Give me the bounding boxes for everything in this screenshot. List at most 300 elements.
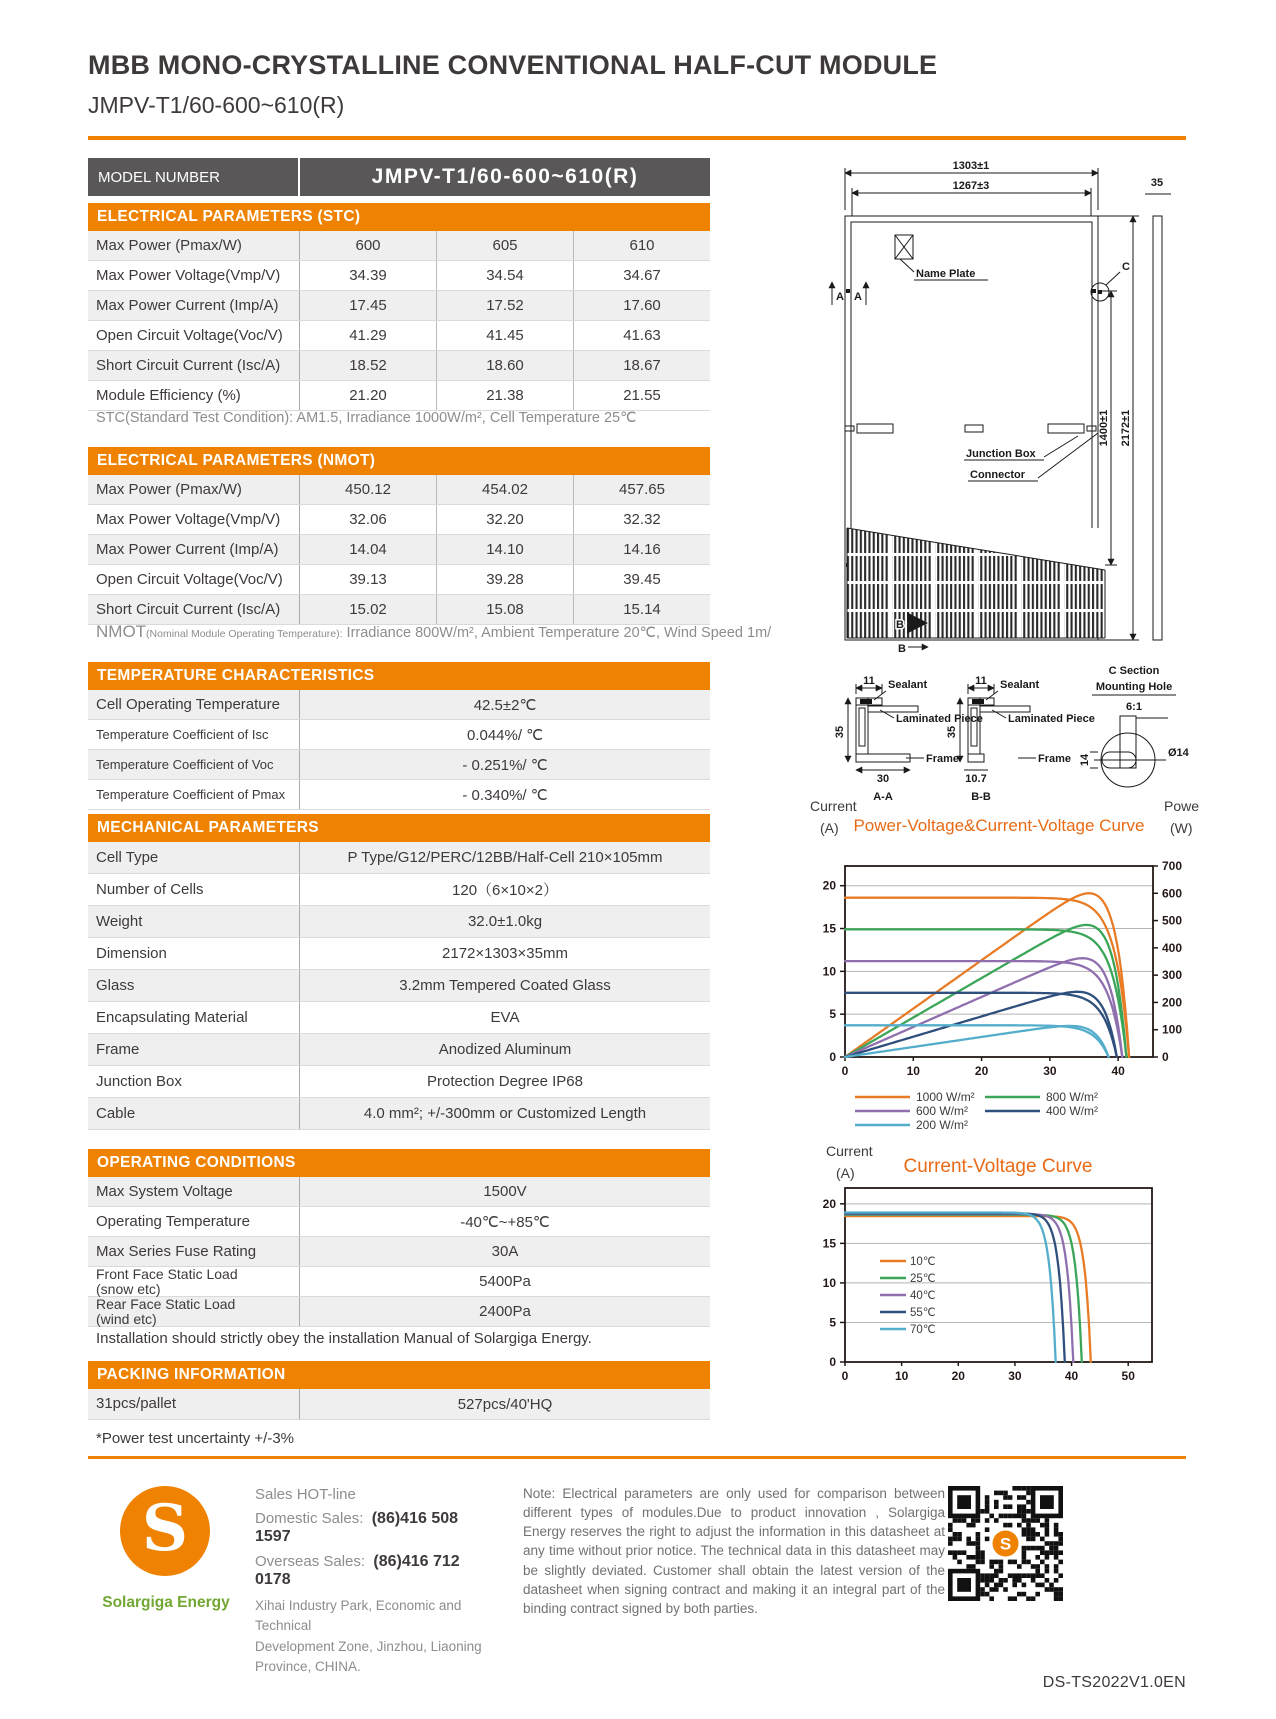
chart-element	[1031, 1596, 1036, 1601]
chart-element	[989, 1564, 994, 1569]
chart-element	[1012, 1578, 1017, 1583]
chart-element	[1017, 1509, 1022, 1514]
chart-element	[1049, 1541, 1054, 1546]
page-title: MBB MONO-CRYSTALLINE CONVENTIONAL HALF-CUT MODULE	[88, 50, 938, 80]
chart-element	[957, 1550, 962, 1555]
row-label: 31pcs/pallet	[88, 1389, 300, 1419]
address-line: Development Zone, Jinzhou, Liaoning	[255, 1638, 482, 1654]
table-row	[88, 1237, 710, 1267]
row-value: 4.0 mm²; +/-300mm or Customized Length	[363, 1105, 647, 1122]
module-side-profile	[1153, 216, 1162, 640]
chart-element	[1022, 1560, 1027, 1565]
table-row	[88, 1389, 710, 1420]
chart-element	[966, 1555, 971, 1560]
table-row	[88, 565, 710, 595]
chart-element	[1008, 1504, 1013, 1509]
axis-tick-label: 700	[1162, 859, 1183, 873]
chart-element	[1045, 1578, 1050, 1583]
chart-element	[985, 1578, 990, 1583]
row-value: 21.55	[623, 387, 661, 404]
chart-element	[966, 1523, 971, 1528]
svg-text:30: 30	[876, 773, 890, 785]
chart-element	[994, 1500, 999, 1505]
row-value: 18.67	[623, 357, 661, 374]
chart-element	[1054, 1541, 1059, 1546]
chart-element	[957, 1518, 962, 1523]
table-row	[88, 750, 710, 780]
qr-logo-letter: S	[999, 1534, 1012, 1554]
chart1-right-axis-title: Power	[1164, 798, 1200, 814]
iv-curve	[845, 1215, 1082, 1362]
chart-element	[1022, 1518, 1027, 1523]
section-packing	[88, 1361, 710, 1420]
row-value: 18.60	[437, 351, 574, 380]
axis-tick-label: 600	[1162, 886, 1183, 901]
chart-element	[1022, 1573, 1027, 1578]
svg-text:Sealant: Sealant	[888, 679, 928, 691]
chart-element	[1031, 1578, 1036, 1583]
chart-element	[994, 1587, 999, 1592]
chart-element	[1026, 1546, 1031, 1551]
chart-element	[985, 1527, 990, 1532]
chart-element	[948, 1550, 953, 1555]
chart-element	[1058, 1560, 1063, 1565]
row-value: - 0.251%/ ℃	[462, 756, 548, 774]
chart-element	[1045, 1587, 1050, 1592]
chart-element	[999, 1491, 1004, 1496]
table-row	[88, 381, 710, 411]
row-label: Cable	[88, 1098, 300, 1129]
installation-note: Installation should strictly obey the installation Manual of Solargiga Energy.	[96, 1330, 592, 1347]
row-value: 600	[300, 231, 437, 260]
chart-element	[1008, 1596, 1013, 1601]
connector-label: Connector	[970, 469, 1025, 481]
row-value: 450.12	[300, 475, 437, 504]
chart-element	[985, 1518, 990, 1523]
table-row	[88, 1066, 710, 1098]
chart-element	[985, 1573, 990, 1578]
chart-element	[1040, 1537, 1045, 1542]
row-value: 457.65	[619, 481, 665, 498]
svg-text:10.7: 10.7	[965, 773, 987, 785]
chart-element	[985, 1592, 990, 1597]
chart-element	[994, 1504, 999, 1509]
chart-element	[1026, 1560, 1031, 1565]
table-row	[88, 231, 710, 261]
chart-element	[1026, 1491, 1031, 1496]
chart-element	[971, 1555, 976, 1560]
section-header: PACKING INFORMATION	[88, 1361, 710, 1389]
axis-tick-label: 500	[1162, 913, 1183, 928]
chart-element	[980, 1573, 985, 1578]
row-label: Cell Operating Temperature	[88, 690, 300, 719]
row-value: 605	[437, 231, 574, 260]
domestic-sales-phone: (86)416 508 1597	[255, 1510, 459, 1545]
chart-element	[1058, 1573, 1063, 1578]
svg-text:11: 11	[975, 675, 987, 687]
chart-element	[989, 1587, 994, 1592]
chart-element	[1022, 1486, 1027, 1491]
chart-element	[1058, 1537, 1063, 1542]
nmot-note-expansion: (Nominal Module Operating Temperature):	[146, 628, 343, 640]
svg-text:14: 14	[1079, 753, 1091, 767]
svg-text:A-A: A-A	[873, 791, 893, 803]
chart-element	[1040, 1550, 1045, 1555]
chart-element	[1035, 1573, 1040, 1578]
chart-element	[1031, 1573, 1036, 1578]
svg-text:Frame: Frame	[926, 753, 960, 765]
table-row	[88, 970, 710, 1002]
chart-element	[1054, 1527, 1059, 1532]
row-value: 1500V	[483, 1183, 527, 1200]
chart1-left-axis-title: Current	[810, 798, 857, 814]
chart-element	[1054, 1587, 1059, 1592]
qr-code	[948, 1486, 1063, 1601]
chart-element	[985, 1495, 990, 1500]
axis-tick-label: 0	[1162, 1050, 1169, 1064]
chart-element	[957, 1537, 962, 1542]
chart-element	[1022, 1592, 1027, 1597]
table-row	[88, 874, 710, 906]
chart-element	[1035, 1555, 1040, 1560]
row-value: 17.60	[623, 297, 661, 314]
svg-text:Frame: Frame	[1038, 753, 1072, 765]
row-label: Short Circuit Current (Isc/A)	[88, 351, 300, 380]
chart-element	[1008, 1495, 1013, 1500]
legend-label: 55℃	[910, 1307, 936, 1319]
pv-curve	[845, 1026, 1109, 1057]
chart-element	[1054, 1596, 1059, 1601]
section-header: TEMPERATURE CHARACTERISTICS	[88, 662, 710, 690]
junction-box-label: Junction Box	[966, 448, 1036, 460]
chart-element	[1035, 1583, 1040, 1588]
table-row	[88, 1034, 710, 1066]
table-row	[88, 1002, 710, 1034]
table-row	[88, 291, 710, 321]
chart-element	[980, 1555, 985, 1560]
table-row	[88, 321, 710, 351]
row-value: 32.0±1.0kg	[467, 913, 543, 930]
chart-element	[1035, 1518, 1040, 1523]
table-row	[88, 690, 710, 720]
row-value: 14.10	[437, 535, 574, 564]
chart-element	[1026, 1532, 1031, 1537]
chart-element	[1054, 1569, 1059, 1574]
row-label: Frame	[88, 1034, 300, 1065]
axis-tick-label: 10	[822, 964, 836, 979]
pv-curve	[845, 958, 1122, 1057]
section-a-label: A	[836, 291, 844, 303]
chart-element	[980, 1578, 985, 1583]
chart-element	[999, 1569, 1004, 1574]
module-technical-drawing	[748, 150, 1276, 810]
row-label: Front Face Static Load (snow etc)	[88, 1267, 300, 1296]
chart-element	[953, 1518, 958, 1523]
svg-text:Laminated Piece: Laminated Piece	[896, 713, 983, 725]
row-value: 2400Pa	[479, 1303, 531, 1320]
chart-element	[999, 1564, 1004, 1569]
chart-element	[1022, 1495, 1027, 1500]
chart-element	[1058, 1596, 1063, 1601]
chart-element	[1026, 1573, 1031, 1578]
svg-text:35: 35	[946, 725, 958, 739]
chart-element	[1022, 1583, 1027, 1588]
chart-element	[976, 1546, 981, 1551]
section-mechanical	[88, 814, 710, 1130]
axis-tick-label: 0	[841, 1064, 849, 1078]
row-label: Cell Type	[88, 842, 300, 873]
chart-element	[1003, 1514, 1008, 1519]
chart-element	[966, 1537, 971, 1542]
chart-element	[948, 1527, 953, 1532]
chart-element	[1026, 1500, 1031, 1505]
chart-element	[966, 1564, 971, 1569]
logo-company-name: Solargiga Energy	[102, 1594, 230, 1611]
chart-element	[1045, 1550, 1050, 1555]
axis-tick-label: 0	[829, 1050, 836, 1064]
chart-element	[1031, 1564, 1036, 1569]
chart-element	[1049, 1583, 1054, 1588]
chart-element	[994, 1583, 999, 1588]
dim-hole-spacing: 1400±1	[1098, 409, 1110, 447]
chart-element	[1026, 1486, 1031, 1491]
chart-element	[966, 1541, 971, 1546]
section-header: ELECTRICAL PARAMETERS (STC)	[88, 203, 710, 231]
row-value: Anodized Aluminum	[438, 1041, 572, 1058]
chart-element	[976, 1541, 981, 1546]
chart-element	[1054, 1546, 1059, 1551]
axis-tick-label: 200	[1162, 995, 1183, 1010]
chart-element	[1022, 1555, 1027, 1560]
row-value: 21.20	[300, 381, 437, 410]
chart-element	[985, 1500, 990, 1505]
chart-element	[1045, 1541, 1050, 1546]
row-value: 15.02	[300, 595, 437, 624]
dim-thickness: 35	[1150, 177, 1164, 189]
chart-element	[1003, 1495, 1008, 1500]
chart-element	[1022, 1550, 1027, 1555]
section-temperature	[88, 662, 710, 810]
chart-element	[1008, 1560, 1013, 1565]
table-row	[88, 475, 710, 505]
chart-element	[994, 1518, 999, 1523]
chart-element	[1035, 1564, 1040, 1569]
row-value: -40℃~+85℃	[460, 1213, 550, 1231]
chart-element	[962, 1550, 967, 1555]
chart-element	[1008, 1514, 1013, 1519]
stc-note: STC(Standard Test Condition): AM1.5, Irradiance 1000W/m², Cell Temperature 25℃	[96, 410, 637, 426]
chart-element	[1054, 1550, 1059, 1555]
chart-element	[976, 1550, 981, 1555]
legend-label: 200 W/m²	[916, 1118, 969, 1132]
svg-text:11: 11	[863, 675, 875, 687]
row-label: Junction Box	[88, 1066, 300, 1097]
row-label: Max Series Fuse Rating	[88, 1237, 300, 1266]
hotline-title: Sales HOT-line	[255, 1486, 356, 1503]
chart-element	[999, 1560, 1004, 1565]
row-value: 42.5±2℃	[473, 696, 537, 714]
table-row	[88, 595, 710, 625]
axis-tick-label: 50	[1121, 1369, 1135, 1383]
chart-element	[971, 1541, 976, 1546]
overseas-sales-label: Overseas Sales:	[255, 1553, 366, 1570]
row-value: 17.52	[437, 291, 574, 320]
chart-element	[985, 1583, 990, 1588]
chart-element	[953, 1550, 958, 1555]
table-row	[88, 842, 710, 874]
iv-curve	[845, 1214, 1073, 1362]
chart-element	[948, 1541, 953, 1546]
legend-label: 1000 W/m²	[916, 1090, 975, 1104]
chart-element	[980, 1509, 985, 1514]
axis-tick-label: 0	[829, 1355, 836, 1369]
row-value: 41.29	[300, 321, 437, 350]
chart-element	[989, 1573, 994, 1578]
footer-divider	[88, 1456, 1186, 1459]
section-electrical-nmot	[88, 447, 710, 625]
svg-text:6:1: 6:1	[1126, 701, 1142, 713]
chart-element	[1026, 1523, 1031, 1528]
name-plate-label: Name Plate	[916, 268, 976, 280]
table-row	[88, 1177, 710, 1207]
c-section-mounting-hole	[1079, 665, 1190, 787]
chart-element	[1022, 1504, 1027, 1509]
chart-element	[1003, 1504, 1008, 1509]
document-code: DS-TS2022V1.0EN	[1042, 1674, 1186, 1691]
table-row	[88, 1098, 710, 1130]
axis-tick-label: 5	[829, 1007, 836, 1022]
chart-element	[976, 1560, 981, 1565]
chart-element	[1012, 1583, 1017, 1588]
chart-element	[1058, 1592, 1063, 1597]
chart-element	[1017, 1514, 1022, 1519]
table-row	[88, 780, 710, 810]
svg-text:B-B: B-B	[971, 791, 991, 803]
legend-label: 800 W/m²	[1046, 1090, 1099, 1104]
row-label: Temperature Coefficient of Isc	[88, 720, 300, 749]
chart-element	[1045, 1523, 1050, 1528]
solargiga-logo	[120, 1486, 210, 1576]
legend-label: 25℃	[910, 1273, 936, 1285]
table-row	[88, 720, 710, 750]
axis-tick-label: 15	[822, 1236, 836, 1251]
chart-element	[1045, 1555, 1050, 1560]
row-value: 2172×1303×35mm	[442, 945, 568, 962]
chart-element	[1040, 1546, 1045, 1551]
domestic-sales-label: Domestic Sales:	[255, 1510, 364, 1527]
table-row	[88, 261, 710, 291]
row-label: Encapsulating Material	[88, 1002, 300, 1033]
row-value: Protection Degree IP68	[427, 1073, 583, 1090]
axis-tick-label: 30	[1008, 1369, 1022, 1383]
row-label: Short Circuit Current (Isc/A)	[88, 595, 300, 624]
chart-element	[957, 1532, 962, 1537]
overseas-sales-phone: (86)416 712 0178	[255, 1553, 460, 1588]
row-value: 30A	[491, 1243, 519, 1260]
chart-element	[1040, 1560, 1045, 1565]
chart1-right-axis-unit: (W)	[1170, 820, 1193, 836]
chart-element	[980, 1550, 985, 1555]
chart-element	[994, 1560, 999, 1565]
section-aa-detail	[834, 675, 983, 803]
row-value: 34.39	[300, 261, 437, 290]
chart-element	[1054, 1555, 1059, 1560]
chart-element	[1022, 1546, 1027, 1551]
chart-element	[1049, 1550, 1054, 1555]
chart-element	[976, 1555, 981, 1560]
chart-element	[971, 1564, 976, 1569]
table-row	[88, 351, 710, 381]
svg-text:Sealant: Sealant	[1000, 679, 1040, 691]
row-value: 34.67	[623, 267, 661, 284]
row-label: Weight	[88, 906, 300, 937]
row-label: Max System Voltage	[88, 1177, 300, 1206]
chart-element	[1017, 1573, 1022, 1578]
section-b-label: B	[896, 619, 904, 631]
chart2-left-axis-unit: (A)	[836, 1165, 855, 1181]
svg-text:Ø14: Ø14	[1168, 747, 1189, 759]
contact-block	[255, 1486, 485, 1677]
chart-element	[1017, 1486, 1022, 1491]
chart-element	[1058, 1587, 1063, 1592]
row-value: 39.28	[437, 565, 574, 594]
chart-element	[957, 1578, 971, 1592]
title-divider	[88, 136, 1186, 140]
axis-tick-label: 20	[822, 878, 836, 893]
row-label: Operating Temperature	[88, 1207, 300, 1236]
chart-element	[953, 1555, 958, 1560]
row-value: 15.08	[437, 595, 574, 624]
chart2-left-axis-title: Current	[826, 1143, 873, 1159]
legend-label: 400 W/m²	[1046, 1104, 1099, 1118]
mounting-hole-mark	[1092, 289, 1096, 293]
row-value: EVA	[490, 1009, 520, 1026]
row-label: Module Efficiency (%)	[88, 381, 300, 410]
row-value: 0.044%/ ℃	[466, 726, 544, 744]
chart-element	[962, 1518, 967, 1523]
row-value: 32.06	[300, 505, 437, 534]
chart-element	[1012, 1560, 1017, 1565]
chart-element	[985, 1504, 990, 1509]
power-uncertainty-note: *Power test uncertainty +/-3%	[96, 1430, 295, 1447]
nmot-note-acronym: NMOT	[96, 622, 147, 641]
chart-element	[1008, 1523, 1013, 1528]
chart-element	[1035, 1569, 1040, 1574]
chart-element	[1017, 1592, 1022, 1597]
row-label: Temperature Coefficient of Voc	[88, 750, 300, 779]
iv-curve	[845, 1213, 1065, 1362]
row-label: Rear Face Static Load (wind etc)	[88, 1297, 300, 1326]
axis-tick-label: 40	[1064, 1369, 1079, 1383]
chart-element	[1040, 1583, 1045, 1588]
chart-element	[1012, 1596, 1017, 1601]
svg-text:C Section: C Section	[1108, 665, 1160, 677]
row-value: 17.45	[300, 291, 437, 320]
row-value: 14.04	[300, 535, 437, 564]
row-value: 32.20	[437, 505, 574, 534]
legend-label: 600 W/m²	[916, 1104, 969, 1118]
chart-element	[1031, 1546, 1036, 1551]
table-row	[88, 1297, 710, 1327]
chart-element	[1022, 1527, 1027, 1532]
chart-element	[1017, 1495, 1022, 1500]
row-value: 21.38	[437, 381, 574, 410]
chart-element	[971, 1518, 976, 1523]
chart-element	[1003, 1578, 1008, 1583]
row-value: 527pcs/40'HQ	[457, 1395, 553, 1413]
axis-tick-label: 20	[974, 1064, 989, 1078]
chart-element	[1049, 1546, 1054, 1551]
